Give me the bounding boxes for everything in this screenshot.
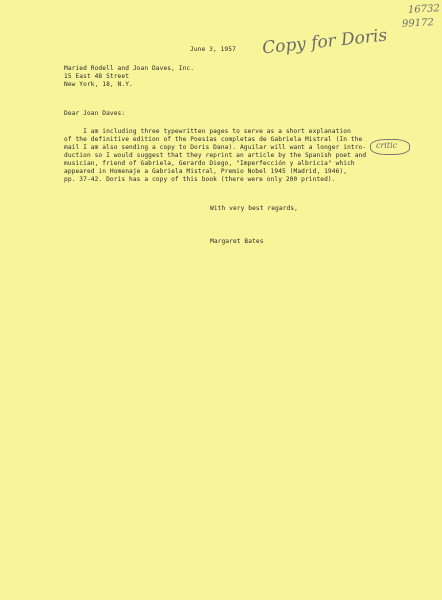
margin-note: critic bbox=[376, 141, 398, 150]
body-line: of the definitive edition of the Poesías completas de Gabriela Mistral (In the bbox=[64, 136, 363, 143]
salutation: Dear Joan Daves: bbox=[64, 110, 126, 117]
body-line: pp. 37-42. Doris has a copy of this book (there were only 200 printed). bbox=[64, 176, 336, 183]
closing: With very best regards, bbox=[210, 205, 298, 212]
signature: Margaret Bates bbox=[210, 238, 264, 245]
body-line: duction so I would suggest that they reprint an article by the Spanish poet and bbox=[64, 152, 367, 159]
letter-date: June 3, 1957 bbox=[190, 46, 236, 53]
handwritten-note: Copy for Doris bbox=[261, 25, 389, 59]
body-line: appeared in Homenaje a Gabriela Mistral, Premio Nobel 1945 (Madrid, 1946), bbox=[64, 168, 348, 175]
body-line: mail I am also sending a copy to Doris Dana). Aguilar will want a longer intro- bbox=[64, 144, 367, 151]
address-line-2: 15 East 48 Street bbox=[64, 73, 130, 80]
address-line-3: New York, 18, N.Y. bbox=[64, 81, 133, 88]
address-line-1: Maried Rodell and Joan Daves, Inc. bbox=[64, 65, 195, 72]
body-line: musician, friend of Gabriela, Gerardo Diego, "Imperfección y albricia" which bbox=[64, 160, 355, 167]
archive-number-1: 16732 bbox=[407, 3, 441, 16]
body-line: I am including three typewritten pages to serve as a short explanation bbox=[64, 128, 351, 135]
archive-number-2: 99172 bbox=[401, 17, 435, 30]
